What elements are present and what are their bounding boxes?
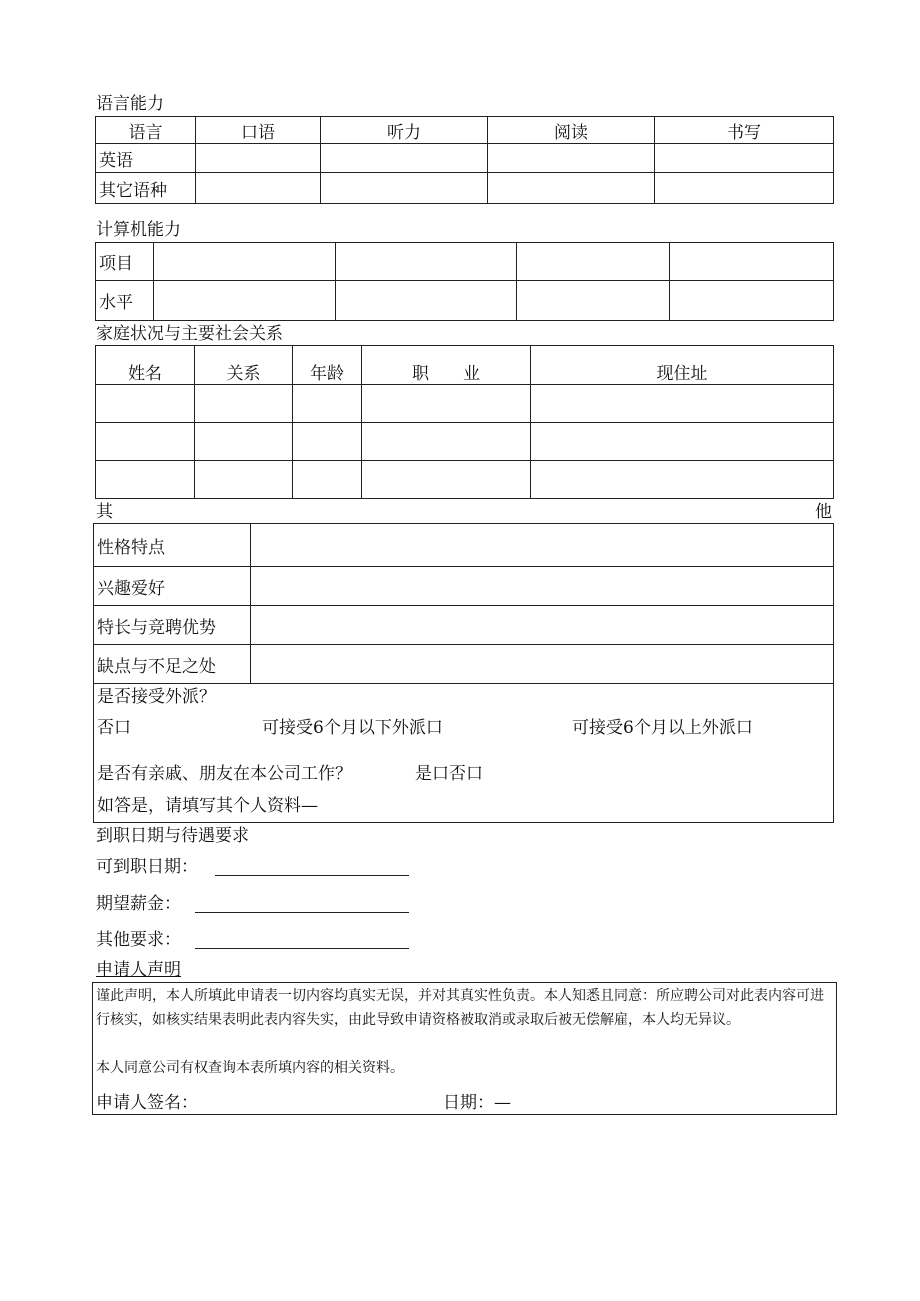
dispatch-question: 是否接受外派？ (97, 687, 216, 707)
other-row-strengths: 特长与竞聘优势 (94, 606, 251, 645)
lang-row-other: 其它语种 (96, 173, 196, 204)
computer-section-title: 计算机能力 (96, 220, 181, 240)
dispatch-option-under6[interactable]: 可接受6个月以下外派口 (262, 718, 443, 738)
family-cell[interactable] (531, 423, 834, 461)
lang-cell[interactable] (321, 144, 488, 173)
computer-row-item: 项目 (96, 243, 154, 281)
other-row-weaknesses: 缺点与不足之处 (94, 645, 251, 684)
family-cell[interactable] (531, 461, 834, 499)
relatives-options[interactable]: 是口否口 (415, 764, 483, 784)
salary-field[interactable] (195, 894, 409, 913)
lang-header-listening: 听力 (321, 117, 488, 144)
language-table (95, 116, 834, 204)
dispatch-option-no[interactable]: 否口 (97, 718, 131, 738)
other-cell[interactable] (251, 567, 834, 606)
computer-cell[interactable] (517, 281, 670, 321)
other-cell[interactable] (251, 645, 834, 684)
family-table (95, 345, 834, 499)
other-row-hobbies: 兴趣爱好 (94, 567, 251, 606)
lang-cell[interactable] (655, 144, 834, 173)
family-header-name: 姓名 (96, 346, 195, 385)
relatives-question: 是否有亲戚、朋友在本公司工作？ (97, 764, 352, 784)
lang-cell[interactable] (196, 173, 321, 204)
lang-header-speaking: 口语 (196, 117, 321, 144)
other-requirements-label: 其他要求： (96, 930, 181, 950)
other-section-title-left: 其 (96, 502, 113, 522)
computer-cell[interactable] (517, 243, 670, 281)
computer-cell[interactable] (670, 281, 834, 321)
family-cell[interactable] (293, 461, 362, 499)
family-header-age: 年龄 (293, 346, 362, 385)
other-cell[interactable] (251, 606, 834, 645)
computer-cell[interactable] (336, 243, 517, 281)
family-cell[interactable] (362, 461, 531, 499)
declaration-date-label: 日期：— (443, 1093, 511, 1113)
computer-cell[interactable] (154, 281, 336, 321)
signature-label: 申请人签名： (96, 1093, 198, 1113)
declaration-consent: 本人同意公司有权查询本表所填内容的相关资料。 (96, 1060, 404, 1076)
declaration-text: 谨此声明，本人所填此申请表一切内容均真实无误，并对其真实性负责。本人知悉且同意：所应聘公司对此表内容可进行核实，如核实结果表明此表内容失实，由此导致申请资格被取消或录取后被无偿解雇，本人均无异议。 (96, 988, 824, 1028)
family-cell[interactable] (293, 423, 362, 461)
lang-cell[interactable] (321, 173, 488, 204)
salary-label: 期望薪金： (96, 894, 181, 914)
start-date-label: 可到职日期： (96, 857, 198, 877)
declaration-section-title: 申请人声明 (96, 960, 181, 980)
lang-cell[interactable] (196, 144, 321, 173)
family-cell[interactable] (362, 385, 531, 423)
other-row-personality: 性格特点 (94, 524, 251, 567)
family-cell[interactable] (195, 423, 293, 461)
other-table (93, 523, 834, 684)
relatives-note: 如答是，请填写其个人资料— (97, 796, 318, 816)
lang-header-language: 语言 (96, 117, 196, 144)
start-date-field[interactable] (215, 857, 409, 876)
family-cell[interactable] (96, 423, 195, 461)
lang-cell[interactable] (655, 173, 834, 204)
lang-cell[interactable] (488, 173, 655, 204)
family-cell[interactable] (293, 385, 362, 423)
computer-cell[interactable] (670, 243, 834, 281)
family-cell[interactable] (362, 423, 531, 461)
computer-table (95, 242, 834, 321)
other-cell[interactable] (251, 524, 834, 567)
table-row (96, 423, 834, 461)
family-cell[interactable] (195, 461, 293, 499)
lang-row-english: 英语 (96, 144, 196, 173)
lang-header-reading: 阅读 (488, 117, 655, 144)
computer-cell[interactable] (154, 243, 336, 281)
family-cell[interactable] (531, 385, 834, 423)
computer-cell[interactable] (336, 281, 517, 321)
dispatch-option-over6[interactable]: 可接受6个月以上外派口 (572, 718, 753, 738)
family-cell[interactable] (96, 385, 195, 423)
table-row (96, 461, 834, 499)
other-section-title-right: 他 (815, 502, 832, 522)
lang-cell[interactable] (488, 144, 655, 173)
computer-row-level: 水平 (96, 281, 154, 321)
family-header-relation: 关系 (195, 346, 293, 385)
lang-header-writing: 书写 (655, 117, 834, 144)
family-cell[interactable] (195, 385, 293, 423)
onboarding-section-title: 到职日期与待遇要求 (96, 826, 249, 846)
family-section-title: 家庭状况与主要社会关系 (96, 324, 283, 344)
table-row (96, 385, 834, 423)
other-requirements-field[interactable] (195, 930, 409, 949)
family-header-occupation: 职 业 (362, 346, 531, 385)
family-header-address: 现住址 (531, 346, 834, 385)
language-section-title: 语言能力 (96, 94, 164, 114)
family-cell[interactable] (96, 461, 195, 499)
